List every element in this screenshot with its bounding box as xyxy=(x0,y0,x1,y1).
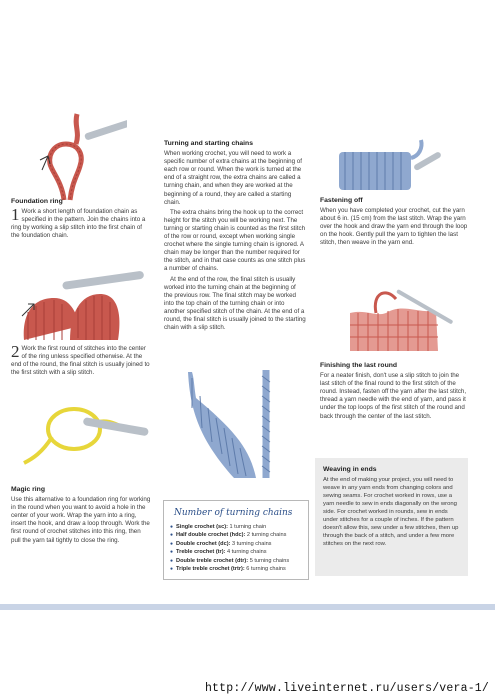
first-round-illustration xyxy=(14,268,144,342)
last-round-illustration xyxy=(346,283,466,355)
turning-chain-illustration xyxy=(172,368,294,484)
weaving-ends-text: At the end of making your project, you will need to weave in any yarn ends from changing colors and sewing seams. For crochet worked in rows, use a yarn needle to sew in ends diagonally on the wrong side. For crochet worked in rounds, sew in ends under stitches for a couple of inches. If the pattern doesn't allow this, sew under a few stitches, then up through the back of a stitch, and under a few more stitches on the next row. xyxy=(323,477,459,547)
list-item: ● Single crochet (sc): 1 turning chain xyxy=(170,523,302,531)
bottom-band xyxy=(0,604,495,610)
turning-chains-box-title: Number of turning chains xyxy=(174,508,293,518)
foundation-ring-text: Work a short length of foundation chain as specified in the pattern. Join the chains into a ring by working a slip stitch into the first chain of the foundation chain. xyxy=(11,208,146,240)
fastening-off-heading: Fastening off xyxy=(320,197,363,204)
foundation-ring-section xyxy=(11,198,151,242)
list-item: ● Triple treble crochet (trtr): 6 turning chains xyxy=(170,565,302,573)
list-item: ● Half double crochet (hdc): 2 turning chains xyxy=(170,531,302,539)
magic-ring-heading: Magic ring xyxy=(11,486,45,493)
step-number-1: 1 xyxy=(11,205,20,225)
foundation-ring-illustration xyxy=(22,112,127,202)
turning-chains-p2: The extra chains bring the hook up to the correct height for the stitch you will be working next. The turning or starting chain is counted as the first stitch of the row or round, except when working single crochet where the single turning chain is ignored. A chain may be longer than the number required for the stitch, and in that case counts as one stitch plus a number of chains. xyxy=(164,208,306,273)
finishing-round-text: For a neater finish, don't use a slip stitch to join the last stitch of the final round to the first stitch of the round. Instead, fasten off the yarn after the last stitch, thread a yarn needle with the end of yarn, and pass it under the top loops of the first stitch of the round and back through the center of the last stitch. xyxy=(320,372,467,420)
fastening-off-section xyxy=(320,197,470,250)
weaving-ends-box xyxy=(315,458,468,576)
finishing-round-heading: Finishing the last round xyxy=(320,362,398,369)
turning-chains-heading: Turning and starting chains xyxy=(164,140,253,147)
fastening-off-illustration xyxy=(333,138,443,196)
magic-ring-section xyxy=(11,486,151,547)
magic-ring-illustration xyxy=(22,393,150,465)
turning-chains-p1: When working crochet, you will need to work a specific number of extra chains at the beginning of each row or round. When the work is turned at the end of a straight row, the extra chains are called a turning chain, and when they are worked at the beginning of a round, they are called a starting chain. xyxy=(164,150,302,206)
foundation-ring-heading: Foundation ring xyxy=(11,198,63,205)
list-item: ● Treble crochet (tr): 4 turning chains xyxy=(170,548,302,556)
turning-chains-p3: At the end of the row, the final stitch is usually worked into the turning chain at the beginning of the previous row. The final stitch may be worked into the top chain of the turning chain or into another specified stitch of the chain. At the end of a round, the final stitch is usually joined to the starting chain with a slip stitch. xyxy=(164,275,306,332)
step-number-2: 2 xyxy=(11,342,20,361)
magic-ring-text: Use this alternative to a foundation ring for working in the round when you want to avoid a hole in the center of your work. Wrap the yarn into a ring, insert the hook, and draw a loop through. Work the first round of crochet stitches into this ring, then pull the yarn tail tightly to close the ring. xyxy=(11,496,151,544)
finishing-round-section xyxy=(320,362,470,423)
weaving-ends-heading: Weaving in ends xyxy=(323,466,377,473)
list-item: ● Double crochet (dc): 3 turning chains xyxy=(170,540,302,548)
first-round-section xyxy=(11,342,151,379)
turning-chains-box xyxy=(163,500,309,580)
first-round-text: Work the first round of stitches into the center of the ring unless specified otherwise. At the end of the round, the final stitch is usually joined to the first stitch with a slip stitch. xyxy=(11,345,150,377)
list-item: ● Double treble crochet (dtr): 5 turning chains xyxy=(170,557,302,565)
turning-chains-section xyxy=(164,140,306,334)
fastening-off-text: When you have completed your crochet, cut the yarn about 6 in. (15 cm) from the last stitch. Wrap the yarn over the hook and draw the yarn end through the loop on the hook. Gently pull the yarn to tighten the last stitch, then weave in the yarn end. xyxy=(320,207,468,247)
source-url[interactable]: http://www.liveinternet.ru/users/vera-1/ xyxy=(204,682,489,695)
turning-chains-list xyxy=(170,523,302,573)
